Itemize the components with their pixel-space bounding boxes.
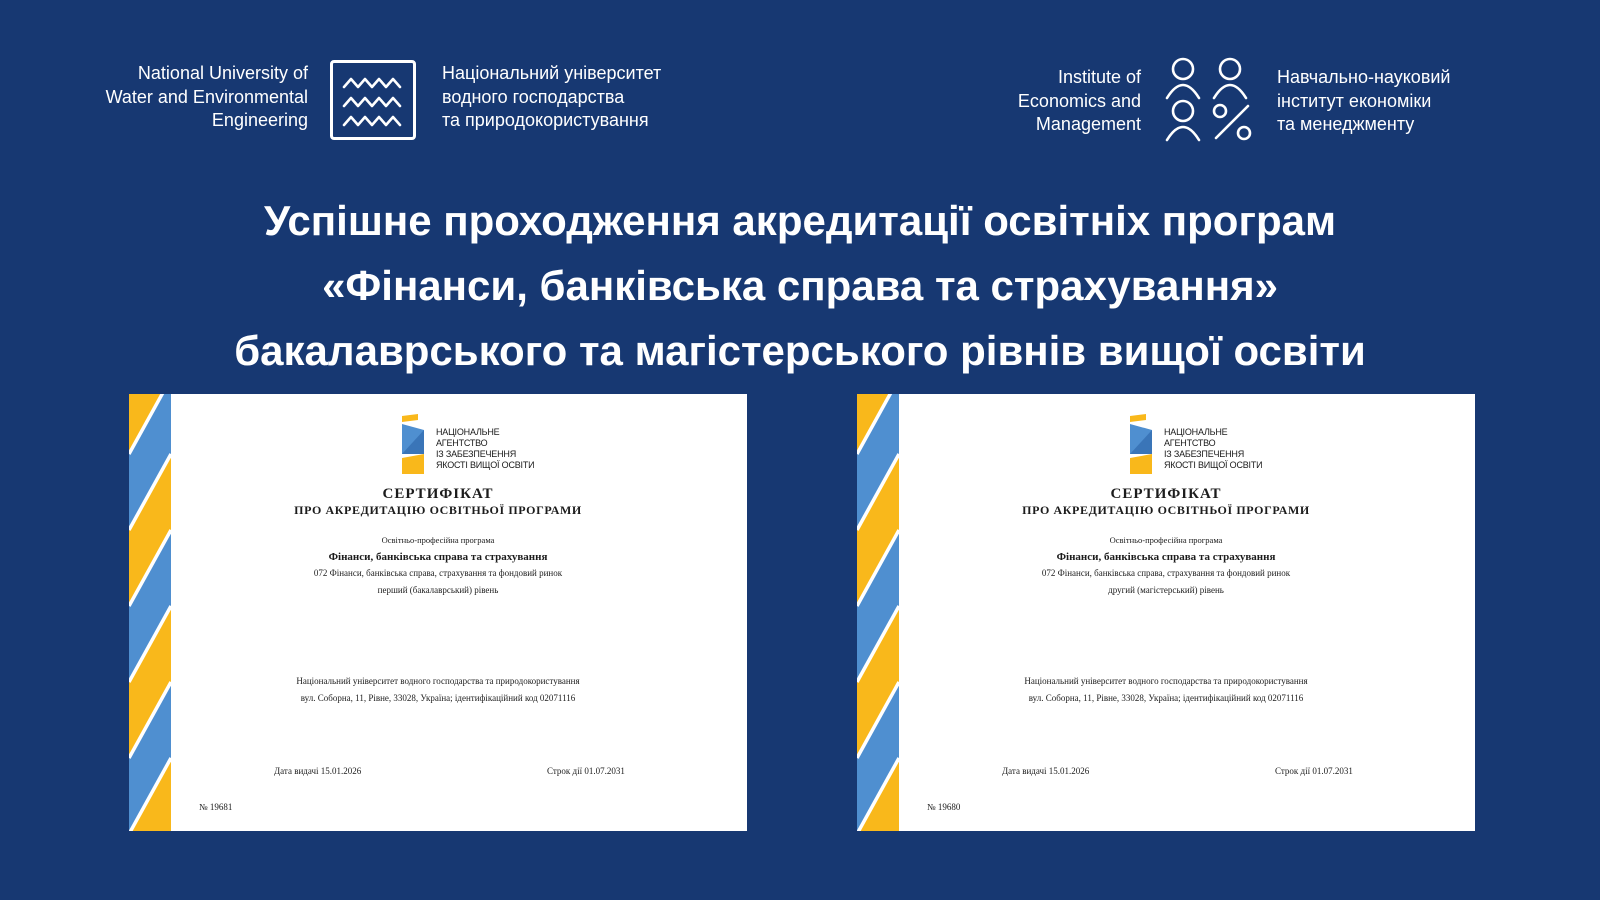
program-type: Освітньо-професійна програма: [1109, 535, 1223, 545]
certificate-number: № 19681: [199, 802, 233, 812]
university-name-en: National University of Water and Environmental Engineering: [105, 63, 308, 130]
agency-emblem-icon: [1127, 414, 1161, 476]
agency-name: НАЦІОНАЛЬНЕ АГЕНТСТВО ІЗ ЗАБЕЗПЕЧЕННЯ ЯКОСТІ ВИЩОЇ ОСВІТИ: [1164, 427, 1263, 470]
institute-people-percent-icon: [1164, 54, 1260, 149]
certificate-title: СЕРТИФІКАТ: [1110, 486, 1222, 502]
program-name: Фінанси, банківська справа та страхування: [1056, 551, 1276, 563]
agency-logo: [399, 414, 599, 476]
certificate-number: № 19680: [927, 802, 961, 812]
certificate-master: [857, 394, 1475, 831]
certificate-title: СЕРТИФІКАТ: [382, 486, 494, 502]
diagonal-stripe-decoration: [129, 394, 171, 831]
institution-name: Національний університет водного господарства та природокористування: [1024, 676, 1308, 686]
education-level: другий (магістерський) рівень: [1108, 585, 1224, 595]
page-title-line: Успішне проходження акредитації освітніх програм: [263, 197, 1337, 244]
page-title: [0, 188, 1600, 383]
institution-address: вул. Соборна, 11, Рівне, 33028, Україна; ідентифікаційний код 02071116: [1028, 693, 1304, 703]
university-waves-logo-icon: [330, 60, 416, 140]
education-level: перший (бакалаврський) рівень: [377, 585, 499, 595]
page-title-line: бакалаврського та магістерського рівнів вищої освіти: [234, 327, 1366, 374]
agency-logo: [1127, 414, 1327, 476]
issue-date: Дата видачі 15.01.2026: [274, 766, 362, 776]
valid-until: Строк дії 01.07.2031: [1275, 766, 1353, 776]
institution-name: Національний університет водного господарства та природокористування: [296, 676, 580, 686]
issue-date: Дата видачі 15.01.2026: [1002, 766, 1090, 776]
certificate-bachelor: [129, 394, 747, 831]
certificate-subtitle: ПРО АКРЕДИТАЦІЮ ОСВІТНЬОЇ ПРОГРАМИ: [294, 503, 582, 517]
specialty: 072 Фінанси, банківська справа, страхування та фондовий ринок: [313, 568, 563, 578]
program-name: Фінанси, банківська справа та страхування: [328, 551, 548, 563]
agency-emblem-icon: [399, 414, 433, 476]
diagonal-stripe-decoration: [857, 394, 899, 831]
certificate-subtitle: ПРО АКРЕДИТАЦІЮ ОСВІТНЬОЇ ПРОГРАМИ: [1022, 503, 1310, 517]
agency-name: НАЦІОНАЛЬНЕ АГЕНТСТВО ІЗ ЗАБЕЗПЕЧЕННЯ ЯКОСТІ ВИЩОЇ ОСВІТИ: [436, 427, 535, 470]
institute-name-en: Institute of Economics and Management: [1017, 67, 1141, 134]
institute-name-ua: Навчально-науковий інститут економіки та менеджменту: [1277, 67, 1451, 134]
page-title-line: «Фінанси, банківська справа та страхування»: [322, 262, 1278, 309]
valid-until: Строк дії 01.07.2031: [547, 766, 625, 776]
program-type: Освітньо-професійна програма: [381, 535, 495, 545]
institution-address: вул. Соборна, 11, Рівне, 33028, Україна; ідентифікаційний код 02071116: [300, 693, 576, 703]
specialty: 072 Фінанси, банківська справа, страхування та фондовий ринок: [1041, 568, 1291, 578]
university-name-ua: Національний університет водного господарства та природокористування: [442, 63, 662, 130]
